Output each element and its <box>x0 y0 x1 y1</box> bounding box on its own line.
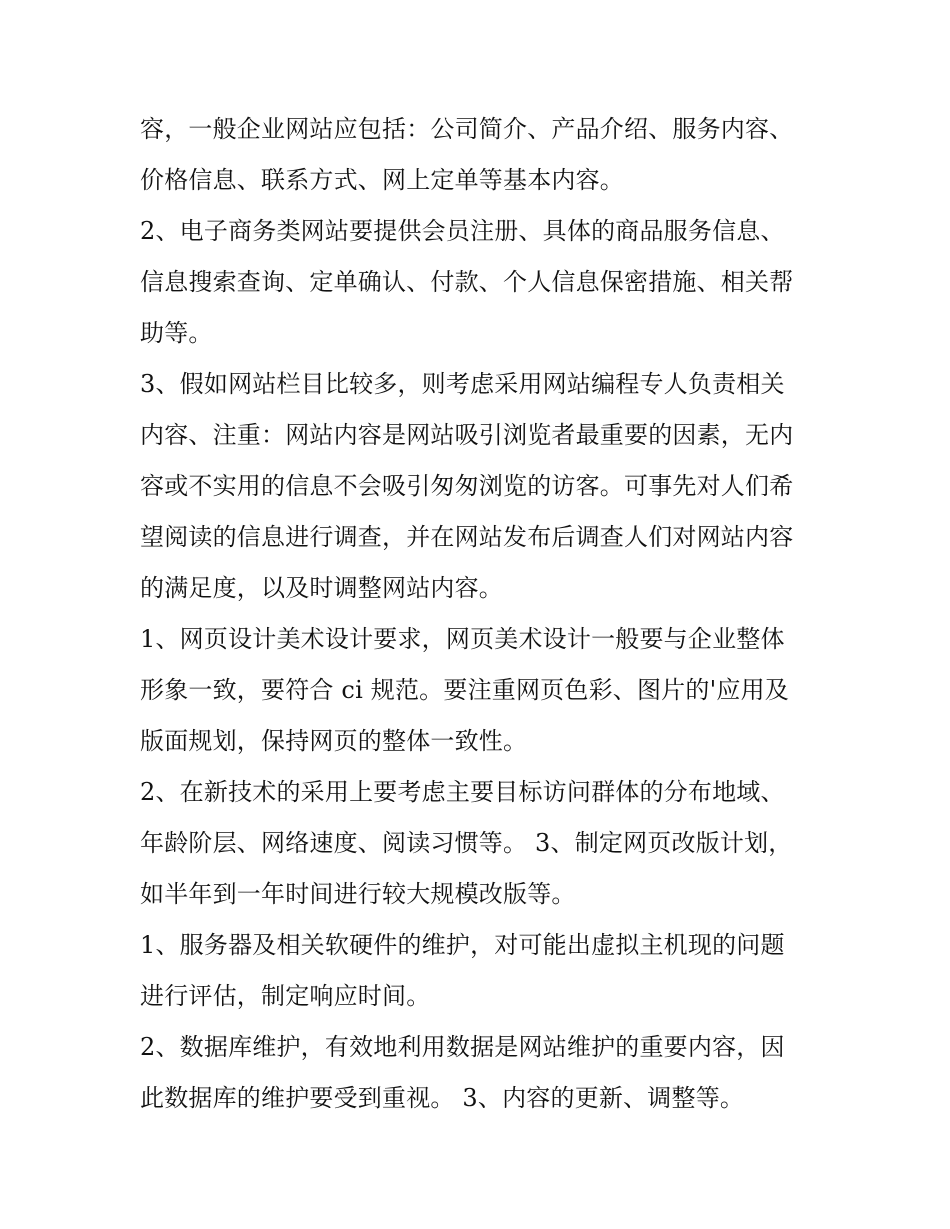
text-line: 内容、注重：网站内容是网站吸引浏览者最重要的因素，无内 <box>140 421 794 449</box>
text-line: 2、电子商务类网站要提供会员注册、具体的商品服务信息、 <box>140 217 785 245</box>
paragraph-new-tech <box>140 767 820 920</box>
text-line: 形象一致，要符合 ci 规范。要注重网页色彩、图片的'应用及 <box>140 676 789 704</box>
text-line: 信息搜索查询、定单确认、付款、个人信息保密措施、相关帮 <box>140 268 794 296</box>
text-line: 望阅读的信息进行调查，并在网站发布后调查人们对网站内容 <box>140 523 794 551</box>
text-line: 版面规划，保持网页的整体一致性。 <box>140 727 528 755</box>
paragraph-server-maintenance <box>140 920 820 1022</box>
text-line: 2、在新技术的采用上要考虑主要目标访问群体的分布地域、 <box>140 778 785 806</box>
text-line: 1、网页设计美术设计要求，网页美术设计一般要与企业整体 <box>140 625 785 653</box>
text-line: 助等。 <box>140 319 213 347</box>
text-line: 3、假如网站栏目比较多，则考虑采用网站编程专人负责相关 <box>140 370 785 398</box>
text-line: 价格信息、联系方式、网上定单等基本内容。 <box>140 166 624 194</box>
paragraph-content-list <box>140 104 820 206</box>
text-line: 容或不实用的信息不会吸引匆匆浏览的访客。可事先对人们希 <box>140 472 794 500</box>
text-line: 2、数据库维护，有效地利用数据是网站维护的重要内容，因 <box>140 1033 785 1061</box>
text-line: 的满足度，以及时调整网站内容。 <box>140 574 503 602</box>
paragraph-ecommerce <box>140 206 820 359</box>
text-line: 年龄阶层、网络速度、阅读习惯等。 3、制定网页改版计划， <box>140 829 793 857</box>
text-line: 此数据库的维护要受到重视。 3、内容的更新、调整等。 <box>140 1084 745 1112</box>
paragraph-database-maintenance <box>140 1022 820 1124</box>
text-line: 进行评估，制定响应时间。 <box>140 982 431 1010</box>
paragraph-art-design <box>140 614 820 767</box>
text-line: 容，一般企业网站应包括：公司简介、产品介绍、服务内容、 <box>140 115 794 143</box>
text-line: 1、服务器及相关软硬件的维护，对可能出虚拟主机现的问题 <box>140 931 785 959</box>
paragraph-site-columns <box>140 359 820 614</box>
document-body <box>140 104 820 1124</box>
text-line: 如半年到一年时间进行较大规模改版等。 <box>140 880 576 908</box>
